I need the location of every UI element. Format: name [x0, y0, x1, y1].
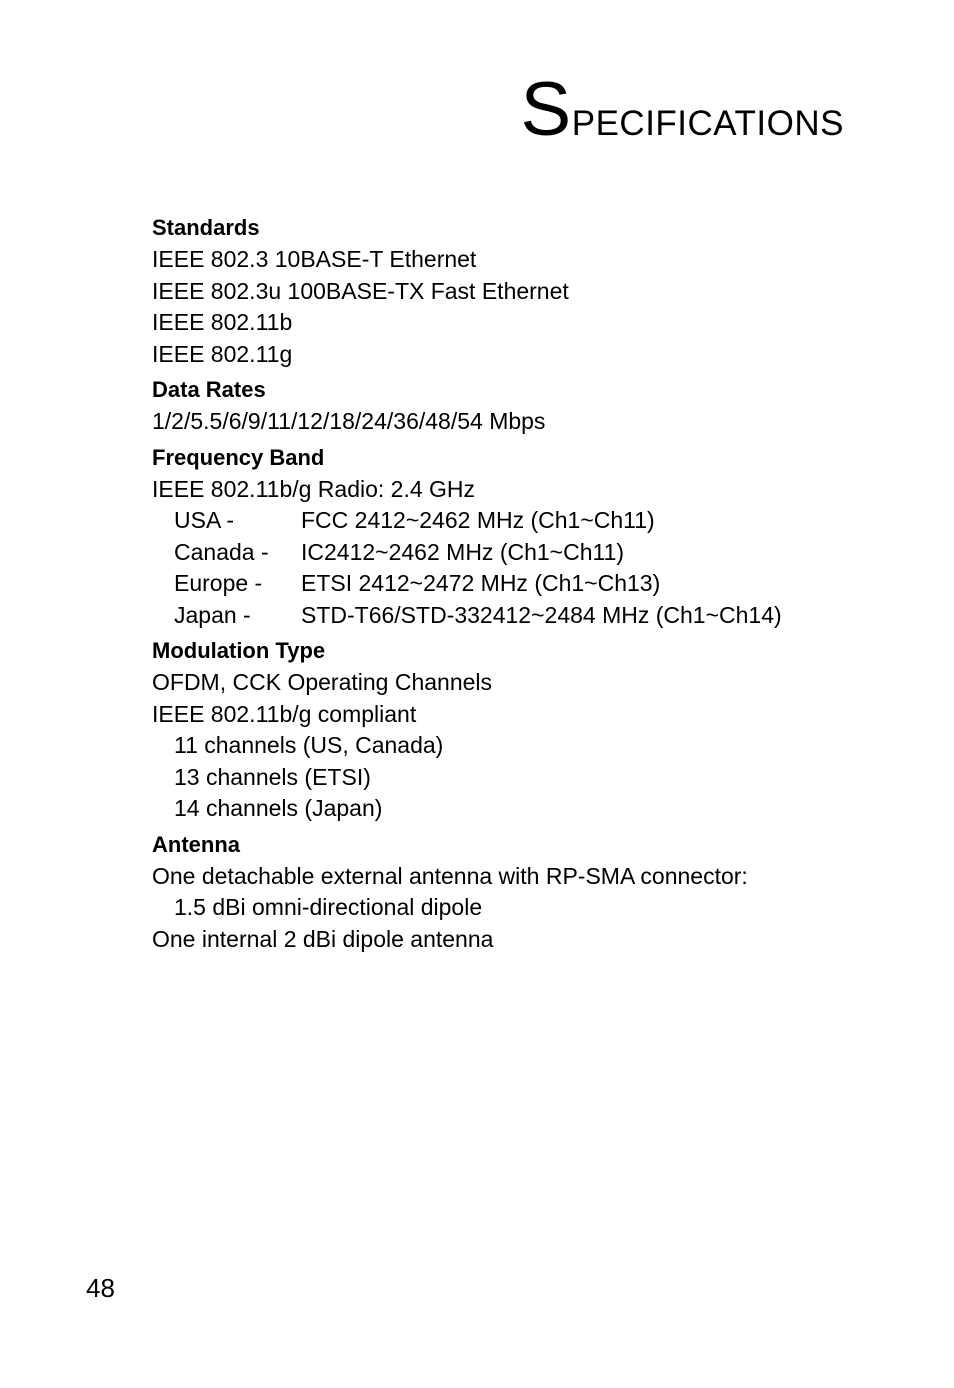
- frequency-value: FCC 2412~2462 MHz (Ch1~Ch11): [301, 507, 655, 533]
- frequency-row-usa: [152, 505, 872, 537]
- frequency-region: Canada -: [174, 538, 269, 565]
- page-title: [520, 67, 844, 152]
- antenna-sub-line: 1.5 dBi omni-directional dipole: [174, 894, 483, 920]
- page-title-initial: S: [520, 67, 572, 152]
- modulation-type-section: [152, 635, 872, 825]
- modulation-line: OFDM, CCK Operating Channels: [152, 669, 493, 695]
- data-rates-section: [152, 374, 872, 438]
- standard-line: IEEE 802.11g: [152, 340, 293, 367]
- frequency-value: STD-T66/STD-332412~2484 MHz (Ch1~Ch14): [301, 601, 782, 628]
- frequency-row-japan: [152, 600, 872, 632]
- frequency-band-intro: IEEE 802.11b/g Radio: 2.4 GHz: [152, 475, 476, 502]
- channel-line: 11 channels (US, Canada): [174, 732, 444, 758]
- standards-section: [152, 212, 872, 370]
- frequency-band-heading: Frequency Band: [152, 444, 325, 470]
- modulation-line: IEEE 802.11b/g compliant: [152, 700, 417, 727]
- standard-line: IEEE 802.3u 100BASE-TX Fast Ethernet: [152, 277, 569, 304]
- frequency-band-section: [152, 442, 872, 632]
- standard-line: IEEE 802.3 10BASE-T Ethernet: [152, 246, 477, 272]
- modulation-type-heading: Modulation Type: [152, 638, 326, 663]
- frequency-value: ETSI 2412~2472 MHz (Ch1~Ch13): [301, 570, 661, 596]
- antenna-line: One detachable external antenna with RP-SMA connector:: [152, 862, 748, 889]
- frequency-value: IC2412~2462 MHz (Ch1~Ch11): [301, 538, 625, 565]
- antenna-heading: Antenna: [152, 831, 240, 857]
- data-rates-heading: Data Rates: [152, 377, 266, 402]
- standards-heading: Standards: [152, 215, 260, 240]
- antenna-line: One internal 2 dBi dipole antenna: [152, 925, 494, 952]
- frequency-row-canada: [152, 537, 872, 569]
- standard-line: IEEE 802.11b: [152, 309, 293, 335]
- frequency-region: Europe -: [174, 570, 263, 596]
- frequency-region: USA -: [174, 507, 235, 533]
- page-number: 48: [86, 1273, 115, 1303]
- channel-line: 14 channels (Japan): [174, 795, 383, 821]
- page-title-rest: pecifications: [571, 90, 844, 146]
- channel-line: 13 channels (ETSI): [174, 763, 371, 790]
- specifications-content: [152, 212, 872, 955]
- antenna-section: [152, 829, 872, 956]
- data-rates-value: 1/2/5.5/6/9/11/12/18/24/36/48/54 Mbps: [152, 408, 546, 434]
- frequency-row-europe: [152, 568, 872, 600]
- frequency-region: Japan -: [174, 601, 251, 628]
